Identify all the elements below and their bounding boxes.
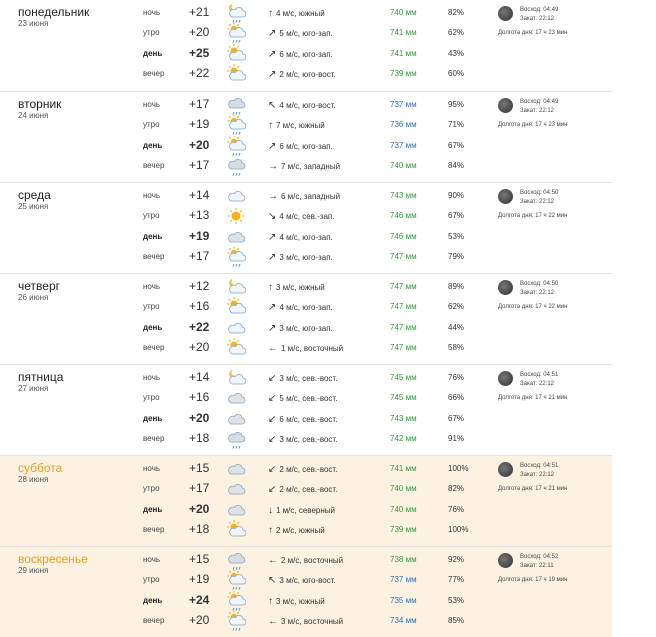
wind [268, 232, 333, 243]
wind [268, 100, 336, 111]
temperature: +15 [189, 552, 210, 566]
partly-cloudy-rain-icon [226, 591, 246, 611]
wind-arrow-icon: ↗ [268, 28, 277, 39]
time-of-day: ночь [143, 464, 161, 473]
cloud-icon [226, 227, 246, 247]
wind [268, 211, 335, 222]
day-date: 25 июня [18, 202, 49, 211]
wind-text: 3 м/с, сев.-вост. [279, 435, 338, 444]
wind [268, 525, 325, 536]
time-of-day: день [143, 596, 163, 605]
wind-arrow-icon: → [268, 161, 278, 172]
partly-cloudy-night-icon [226, 277, 246, 297]
sunset: Закат: 22:12 [520, 381, 555, 387]
temperature: +15 [189, 461, 210, 475]
cloud-night-icon [226, 186, 246, 206]
wind-arrow-icon: ↙ [268, 414, 277, 425]
pressure: 740 мм [390, 8, 417, 17]
forecast-row [0, 409, 612, 429]
wind-text: 3 м/с, южный [276, 597, 325, 606]
day-length: Долгота дня: 17 ч 23 мин [498, 30, 568, 36]
humidity: 62% [448, 302, 465, 311]
pressure: 743 мм [390, 414, 417, 423]
wind-arrow-icon: ↑ [268, 8, 273, 19]
pressure: 741 мм [390, 49, 417, 58]
wind-arrow-icon: ↗ [268, 323, 277, 334]
humidity: 60% [448, 69, 465, 78]
temperature: +20 [189, 613, 210, 627]
humidity: 79% [448, 252, 465, 261]
time-of-day: ночь [143, 8, 161, 17]
forecast-row [0, 247, 612, 267]
time-of-day: вечер [143, 252, 165, 261]
day-date: 29 июня [18, 566, 49, 575]
sunrise: Восход: 04:50 [520, 281, 559, 287]
moon-phase-icon [498, 371, 513, 386]
temperature: +20 [189, 25, 210, 39]
temperature: +20 [189, 502, 210, 516]
partly-cloudy-rain-icon [226, 136, 246, 156]
wind-arrow-icon: ↙ [268, 434, 277, 445]
pressure: 737 мм [390, 100, 417, 109]
wind [268, 484, 337, 495]
temperature: +24 [189, 593, 210, 607]
pressure: 743 мм [390, 191, 417, 200]
day-date: 24 июня [18, 111, 49, 120]
temperature: +17 [189, 97, 210, 111]
wind [268, 393, 337, 404]
sunset: Закат: 22:12 [520, 108, 555, 114]
pressure: 740 мм [390, 484, 417, 493]
humidity: 76% [448, 373, 465, 382]
humidity: 85% [448, 616, 465, 625]
pressure: 734 мм [390, 616, 417, 625]
sunrise: Восход: 04:51 [520, 372, 559, 378]
cloud-day-icon [226, 318, 246, 338]
wind-text: 2 м/с, сев.-вост. [279, 485, 338, 494]
partly-cloudy-rain-icon [226, 115, 246, 135]
time-of-day: вечер [143, 343, 165, 352]
forecast-row [0, 64, 612, 84]
temperature: +20 [189, 138, 210, 152]
sunset: Закат: 22:12 [520, 290, 555, 296]
time-of-day: вечер [143, 69, 165, 78]
sunset: Закат: 22:12 [520, 16, 555, 22]
temperature: +16 [189, 390, 210, 404]
humidity: 100% [448, 525, 469, 534]
day-block [0, 182, 612, 273]
forecast-row [0, 500, 612, 520]
temperature: +17 [189, 481, 210, 495]
time-of-day: день [143, 49, 163, 58]
temperature: +19 [189, 572, 210, 586]
day-block [0, 273, 612, 364]
day-length: Долгота дня: 17 ч 23 мин [498, 122, 568, 128]
time-of-day: ночь [143, 373, 161, 382]
day-date: 26 июня [18, 293, 49, 302]
sun-times [520, 98, 558, 116]
pressure: 742 мм [390, 434, 417, 443]
wind [268, 555, 343, 566]
day-block [0, 0, 612, 91]
temperature: +20 [189, 411, 210, 425]
humidity: 82% [448, 8, 465, 17]
partly-cloudy-rain-icon [226, 611, 246, 631]
pressure: 747 мм [390, 282, 417, 291]
wind [268, 8, 325, 19]
wind-text: 5 м/с, сев.-вост. [279, 394, 338, 403]
wind-text: 2 м/с, юго-вост. [279, 70, 336, 79]
wind-text: 2 м/с, сев.-вост. [279, 465, 338, 474]
pressure: 737 мм [390, 141, 417, 150]
temperature: +14 [189, 188, 210, 202]
pressure: 741 мм [390, 28, 417, 37]
forecast-row [0, 227, 612, 247]
time-of-day: утро [143, 302, 160, 311]
partly-cloudy-rain-icon [226, 23, 246, 43]
pressure: 739 мм [390, 525, 417, 534]
wind [268, 28, 333, 39]
wind [268, 282, 325, 293]
cloud-icon [226, 459, 246, 479]
humidity: 53% [448, 596, 465, 605]
pressure: 745 мм [390, 393, 417, 402]
wind-arrow-icon: ← [268, 555, 278, 566]
forecast-row [0, 591, 612, 611]
wind [268, 464, 337, 475]
partly-cloudy-rain-icon [226, 570, 246, 590]
sunrise: Восход: 04:50 [520, 190, 559, 196]
day-name: воскресенье [18, 552, 88, 566]
humidity: 91% [448, 434, 465, 443]
moon-phase-icon [498, 189, 513, 204]
partly-cloudy-night-icon [226, 368, 246, 388]
moon-phase-icon [498, 98, 513, 113]
pressure: 740 мм [390, 161, 417, 170]
pressure: 745 мм [390, 373, 417, 382]
wind [268, 505, 335, 516]
sun-times [520, 280, 558, 298]
time-of-day: вечер [143, 525, 165, 534]
sunrise: Восход: 04:52 [520, 554, 559, 560]
moon-phase-icon [498, 553, 513, 568]
partly-cloudy-day-icon [226, 297, 246, 317]
time-of-day: день [143, 141, 163, 150]
pressure: 747 мм [390, 252, 417, 261]
time-of-day: утро [143, 120, 160, 129]
time-of-day: утро [143, 484, 160, 493]
sun-times [520, 6, 558, 24]
pressure: 739 мм [390, 69, 417, 78]
day-block [0, 455, 612, 546]
day-length: Долгота дня: 17 ч 19 мин [498, 577, 568, 583]
wind-text: 4 м/с, юго-зап. [279, 233, 333, 242]
wind-text: 6 м/с, юго-зап. [279, 50, 333, 59]
wind [268, 141, 333, 152]
wind-text: 7 м/с, западный [281, 162, 341, 171]
sun-times [520, 371, 558, 389]
temperature: +18 [189, 522, 210, 536]
moon-phase-icon [498, 280, 513, 295]
wind-arrow-icon: ↙ [268, 393, 277, 404]
wind-text: 3 м/с, юго-зап. [279, 324, 333, 333]
pressure: 735 мм [390, 596, 417, 605]
cloud-rain-icon [226, 95, 246, 115]
time-of-day: вечер [143, 434, 165, 443]
wind-text: 6 м/с, юго-зап. [279, 142, 333, 151]
humidity: 76% [448, 505, 465, 514]
time-of-day: вечер [143, 161, 165, 170]
temperature: +14 [189, 370, 210, 384]
temperature: +22 [189, 320, 210, 334]
pressure: 740 мм [390, 505, 417, 514]
wind-text: 3 м/с, юго-зап. [279, 253, 333, 262]
day-name: вторник [18, 97, 62, 111]
wind [268, 120, 325, 131]
wind-arrow-icon: ↗ [268, 141, 277, 152]
temperature: +17 [189, 249, 210, 263]
time-of-day: утро [143, 28, 160, 37]
pressure: 741 мм [390, 464, 417, 473]
temperature: +16 [189, 299, 210, 313]
pressure: 746 мм [390, 211, 417, 220]
time-of-day: утро [143, 211, 160, 220]
time-of-day: ночь [143, 555, 161, 564]
day-date: 28 июня [18, 475, 49, 484]
wind-arrow-icon: ↗ [268, 49, 277, 60]
cloud-rain-icon [226, 429, 246, 449]
moon-phase-icon [498, 462, 513, 477]
time-of-day: утро [143, 575, 160, 584]
pressure: 747 мм [390, 323, 417, 332]
humidity: 67% [448, 141, 465, 150]
wind-arrow-icon: ↙ [268, 484, 277, 495]
wind-text: 6 м/с, сев.-вост. [279, 415, 338, 424]
wind-arrow-icon: ↑ [268, 596, 273, 607]
wind [268, 434, 337, 445]
day-date: 23 июня [18, 19, 49, 28]
sunrise: Восход: 04:51 [520, 463, 559, 469]
wind [268, 302, 333, 313]
temperature: +19 [189, 117, 210, 131]
wind-text: 1 м/с, северный [276, 506, 335, 515]
sun-icon [226, 206, 246, 226]
temperature: +12 [189, 279, 210, 293]
time-of-day: вечер [143, 616, 165, 625]
wind-text: 3 м/с, южный [276, 283, 325, 292]
time-of-day: день [143, 232, 163, 241]
temperature: +21 [189, 5, 210, 19]
sunset: Закат: 22:11 [520, 563, 554, 569]
wind-text: 2 м/с, южный [276, 526, 325, 535]
wind-text: 6 м/с, западный [281, 192, 341, 201]
pressure: 747 мм [390, 302, 417, 311]
wind-arrow-icon: ↑ [268, 525, 273, 536]
wind-text: 1 м/с, восточный [281, 344, 344, 353]
wind [268, 596, 325, 607]
temperature: +13 [189, 208, 210, 222]
forecast-row [0, 611, 612, 631]
wind-arrow-icon: ↑ [268, 282, 273, 293]
humidity: 89% [448, 282, 465, 291]
sun-times [520, 462, 558, 480]
sun-times [520, 553, 558, 571]
day-name: понедельник [18, 5, 90, 19]
wind-arrow-icon: ↖ [268, 100, 277, 111]
partly-cloudy-day-icon [226, 520, 246, 540]
partly-cloudy-day-icon [226, 64, 246, 84]
sunset: Закат: 22:12 [520, 199, 555, 205]
wind-arrow-icon: ↘ [268, 211, 277, 222]
wind [268, 414, 337, 425]
wind-text: 4 м/с, южный [276, 9, 325, 18]
wind [268, 161, 340, 172]
sunrise: Восход: 04:49 [520, 7, 559, 13]
pressure: 737 мм [390, 575, 417, 584]
humidity: 82% [448, 484, 465, 493]
day-name: суббота [18, 461, 63, 475]
wind [268, 191, 340, 202]
temperature: +22 [189, 66, 210, 80]
wind-arrow-icon: ↗ [268, 69, 277, 80]
forecast-row [0, 156, 612, 176]
wind-arrow-icon: ↗ [268, 302, 277, 313]
wind-text: 2 м/с, восточный [281, 556, 344, 565]
day-block [0, 91, 612, 182]
humidity: 67% [448, 211, 465, 220]
humidity: 84% [448, 161, 465, 170]
wind-arrow-icon: ↗ [268, 252, 277, 263]
temperature: +18 [189, 431, 210, 445]
wind [268, 69, 336, 80]
wind [268, 616, 343, 627]
temperature: +20 [189, 340, 210, 354]
humidity: 92% [448, 555, 465, 564]
forecast-row [0, 338, 612, 358]
time-of-day: ночь [143, 282, 161, 291]
cloud-icon [226, 479, 246, 499]
pressure: 738 мм [390, 555, 417, 564]
wind [268, 373, 337, 384]
cloud-icon [226, 500, 246, 520]
sun-times [520, 189, 558, 207]
pressure: 747 мм [390, 343, 417, 352]
humidity: 100% [448, 464, 469, 473]
wind-text: 4 м/с, юго-зап. [279, 303, 333, 312]
day-block [0, 364, 612, 455]
wind-arrow-icon: ← [268, 616, 278, 627]
pressure: 736 мм [390, 120, 417, 129]
humidity: 53% [448, 232, 465, 241]
temperature: +25 [189, 46, 210, 60]
day-length: Долгота дня: 17 ч 22 мин [498, 304, 568, 310]
humidity: 77% [448, 575, 465, 584]
sunrise: Восход: 04:49 [520, 99, 559, 105]
day-name: пятница [18, 370, 64, 384]
partly-cloudy-day-icon [226, 44, 246, 64]
wind [268, 252, 333, 263]
time-of-day: день [143, 505, 163, 514]
cloud-icon [226, 388, 246, 408]
humidity: 43% [448, 49, 465, 58]
humidity: 66% [448, 393, 465, 402]
time-of-day: день [143, 323, 163, 332]
wind [268, 49, 333, 60]
partly-cloudy-night-rain-icon [226, 3, 246, 23]
wind [268, 323, 333, 334]
forecast-row [0, 136, 612, 156]
wind-text: 5 м/с, юго-зап. [279, 29, 333, 38]
partly-cloudy-day-icon [226, 338, 246, 358]
wind-arrow-icon: ↖ [268, 575, 277, 586]
day-date: 27 июня [18, 384, 49, 393]
pressure: 746 мм [390, 232, 417, 241]
temperature: +19 [189, 229, 210, 243]
wind-arrow-icon: → [268, 191, 278, 202]
wind-arrow-icon: ↙ [268, 464, 277, 475]
humidity: 71% [448, 120, 465, 129]
humidity: 67% [448, 414, 465, 423]
wind [268, 343, 343, 354]
day-length: Долгота дня: 17 ч 21 мин [498, 395, 568, 401]
humidity: 90% [448, 191, 465, 200]
temperature: +17 [189, 158, 210, 172]
wind-text: 3 м/с, юго-вост. [279, 576, 336, 585]
sunset: Закат: 22:12 [520, 472, 555, 478]
time-of-day: день [143, 414, 163, 423]
forecast-row [0, 429, 612, 449]
forecast-row [0, 44, 612, 64]
forecast-row [0, 318, 612, 338]
cloud-rain-icon [226, 156, 246, 176]
wind-arrow-icon: ← [268, 343, 278, 354]
wind-text: 7 м/с, южный [276, 121, 325, 130]
wind-text: 4 м/с, юго-вост. [279, 101, 336, 110]
forecast-row [0, 520, 612, 540]
wind-arrow-icon: ↙ [268, 373, 277, 384]
wind-text: 4 м/с, сев.-зап. [279, 212, 335, 221]
day-name: среда [18, 188, 51, 202]
wind-arrow-icon: ↗ [268, 232, 277, 243]
day-block [0, 546, 612, 637]
wind-text: 3 м/с, сев.-вост. [279, 374, 338, 383]
wind-text: 3 м/с, восточный [281, 617, 344, 626]
humidity: 58% [448, 343, 465, 352]
partly-cloudy-rain-icon [226, 247, 246, 267]
wind [268, 575, 336, 586]
humidity: 62% [448, 28, 465, 37]
time-of-day: ночь [143, 191, 161, 200]
time-of-day: утро [143, 393, 160, 402]
day-name: четверг [18, 279, 60, 293]
wind-arrow-icon: ↑ [268, 120, 273, 131]
day-length: Долгота дня: 17 ч 21 мин [498, 486, 568, 492]
cloud-icon [226, 409, 246, 429]
time-of-day: ночь [143, 100, 161, 109]
humidity: 95% [448, 100, 465, 109]
day-length: Долгота дня: 17 ч 22 мин [498, 213, 568, 219]
moon-phase-icon [498, 6, 513, 21]
wind-arrow-icon: ↓ [268, 505, 273, 516]
humidity: 44% [448, 323, 465, 332]
cloud-rain-icon [226, 550, 246, 570]
